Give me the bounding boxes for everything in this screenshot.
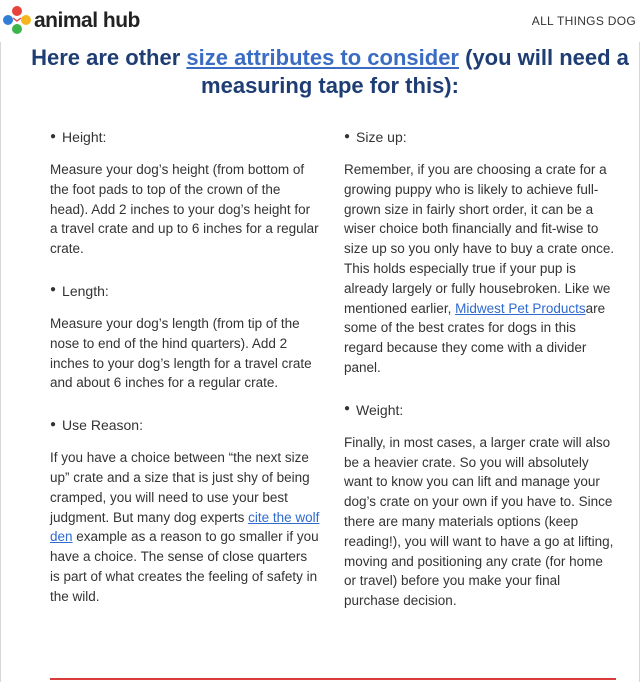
reason-heading: [50, 412, 320, 438]
sizeup-text-before: Remember, if you are choosing a crate for a growing puppy who is likely to achieve full-grown size in fairly short order, it can be a wiser choice both financially and fit-wise to size up so you only have to buy a crate once. This holds especially true if your pup is already largely or fully housebroken. Like we mentioned earlier,: [344, 162, 615, 316]
sizeup-heading: [344, 124, 616, 150]
weight-text: Finally, in most cases, a larger crate will also be a heavier crate. So you will absolutely want to know you can lift and manage your dog’s crate on your own if you have to. Since there are many materials options (keep reading!), you will want to have a go at lifting, moving and positioning any crate (for home or travel) before you make your final purchase decision.: [344, 434, 614, 609]
section-divider: [50, 678, 616, 680]
weight-title: Weight:: [356, 401, 404, 418]
left-column: [50, 124, 320, 607]
reason-text-before: If you have a choice between “the next size up” crate and a size that is just shy of being cramped, you will need to use your best judgment. But many dog experts: [50, 450, 310, 525]
midwest-pet-products-link[interactable]: Midwest Pet Products: [455, 300, 586, 316]
cite-wolf-den-link[interactable]: cite the wolf den: [50, 509, 320, 545]
size-attributes-link[interactable]: size attributes to consider: [186, 45, 459, 70]
reason-text-after: example as a reason to go smaller if you have a choice. The sense of close quarters is part of what creates the feeling of safety in the wild.: [50, 529, 319, 604]
reason-text: [50, 448, 320, 606]
section-headline: [30, 44, 630, 100]
bullet-icon: ●: [344, 130, 351, 142]
height-title: Height:: [62, 129, 107, 145]
length-title: Length:: [62, 282, 109, 299]
height-text: Measure your dog’s height (from bottom of the foot pads to top of the crown of the head). Add 2 inches to your dog’s height for a travel crate and up to 6 inches for a regular crate.: [50, 162, 319, 257]
weight-heading: [344, 397, 616, 423]
length-text: Measure your dog’s length (from tip of the nose to end of the hind quarters). Add 2 inches to your dog’s length for a travel crate and about 6 inches for a regular crate.: [50, 315, 312, 391]
height-heading: [50, 124, 320, 150]
brand-name: animal hub: [34, 9, 140, 32]
nav-all-things-dog[interactable]: ALL THINGS DOG: [531, 14, 636, 28]
brand-logo[interactable]: [3, 5, 140, 37]
length-heading: [50, 278, 320, 304]
headline-text-before: Here are other: [31, 45, 187, 70]
sizeup-text-after: are some of the best crates for dogs in this regard because they come with a divider panel.: [344, 300, 606, 375]
bullet-icon: ●: [344, 403, 351, 415]
site-header: [0, 0, 640, 42]
sizeup-text: [344, 160, 616, 378]
reason-title: Use Reason:: [62, 417, 143, 434]
content-border-left: [0, 42, 1, 682]
bullet-icon: ●: [50, 284, 57, 296]
headline-text-after: (you will need a measuring tape for this):: [201, 45, 629, 98]
paw-logo-icon: [3, 5, 31, 37]
sizeup-title: Size up:: [356, 129, 407, 145]
right-column: [344, 124, 616, 611]
bullet-icon: ●: [50, 418, 57, 430]
bullet-icon: ●: [50, 130, 57, 142]
